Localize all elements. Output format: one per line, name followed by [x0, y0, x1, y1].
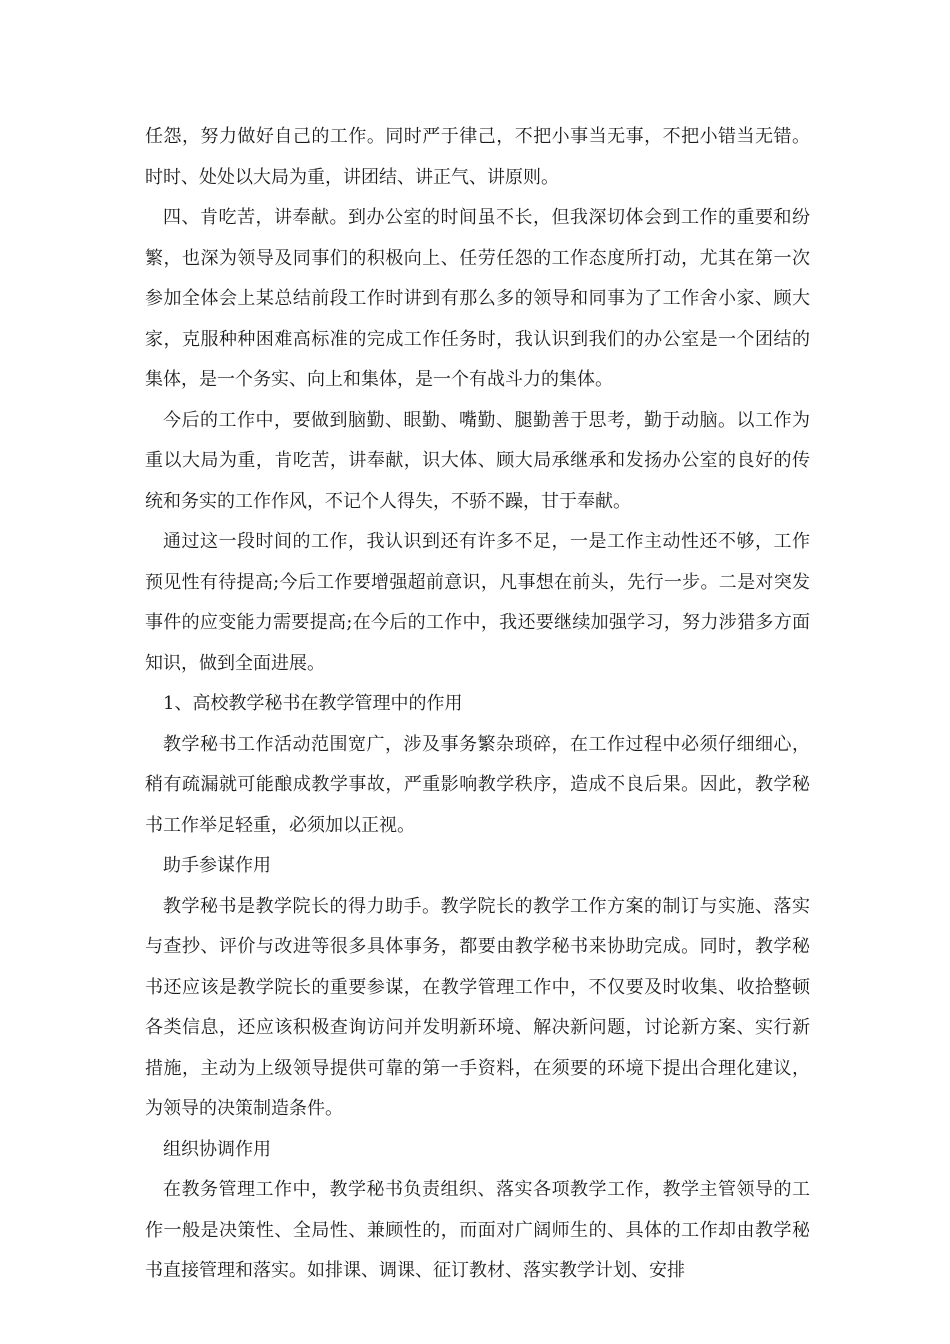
document-body	[145, 117, 810, 1292]
paragraph: 四、肯吃苦，讲奉献。到办公室的时间虽不长，但我深切体会到工作的重要和纷繁，也深为领导及同事们的积极向上、任劳任怨的工作态度所打动，尤其在第一次参加全体会上某总结前段工作时讲到有那么多的领导和同事为了工作舍小家、顾大家，克服种种困难高标准的完成工作任务时，我认识到我们的办公室是一个团结的集体，是一个务实、向上和集体，是一个有战斗力的集体。	[145, 207, 810, 390]
paragraph: 教学秘书工作活动范围宽广，涉及事务繁杂琐碎，在工作过程中必须仔细细心，稍有疏漏就可能酿成教学事故，严重影响教学秩序，造成不良后果。因此，教学秘书工作举足轻重，必须加以正视。	[145, 733, 810, 836]
section-heading: 1、高校教学秘书在教学管理中的作用	[163, 693, 463, 714]
section-heading: 助手参谋作用	[163, 855, 271, 876]
section-heading: 组织协调作用	[163, 1138, 271, 1160]
paragraph: 教学秘书是教学院长的得力助手。教学院长的教学工作方案的制订与实施、落实与查抄、评价与改进等很多具体事务，都要由教学秘书来协助完成。同时，教学秘书还应该是教学院长的重要参谋，在教学管理工作中，不仅要及时收集、收拾整顿各类信息，还应该积极查询访问并发明新环境、解决新问题，讨论新方案、实行新措施，主动为上级领导提供可靠的第一手资料，在须要的环境下提出合理化建议，为领导的决策制造条件。	[145, 895, 810, 1119]
paragraph: 在教务管理工作中，教学秘书负责组织、落实各项教学工作，教学主管领导的工作一般是决策性、全局性、兼顾性的，而面对广阔师生的、具体的工作却由教学秘书直接管理和落实。如排课、调课、征订教材、落实教学计划、安排	[145, 1179, 810, 1281]
paragraph: 通过这一段时间的工作，我认识到还有许多不足，一是工作主动性还不够，工作预见性有待提高;今后工作要增强超前意识，凡事想在前头，先行一步。二是对突发事件的应变能力需要提高;在今后的工作中，我还要继续加强学习，努力涉猎多方面知识，做到全面进展。	[145, 531, 810, 674]
paragraph: 今后的工作中，要做到脑勤、眼勤、嘴勤、腿勤善于思考，勤于动脑。以工作为重以大局为重，肯吃苦，讲奉献，识大体、顾大局承继承和发扬办公室的良好的传统和务实的工作作风，不记个人得失，不骄不躁，甘于奉献。	[145, 409, 810, 512]
paragraph: 任怨，努力做好自己的工作。同时严于律己，不把小事当无事，不把小错当无错。时时、处处以大局为重，讲团结、讲正气、讲原则。	[145, 126, 810, 188]
